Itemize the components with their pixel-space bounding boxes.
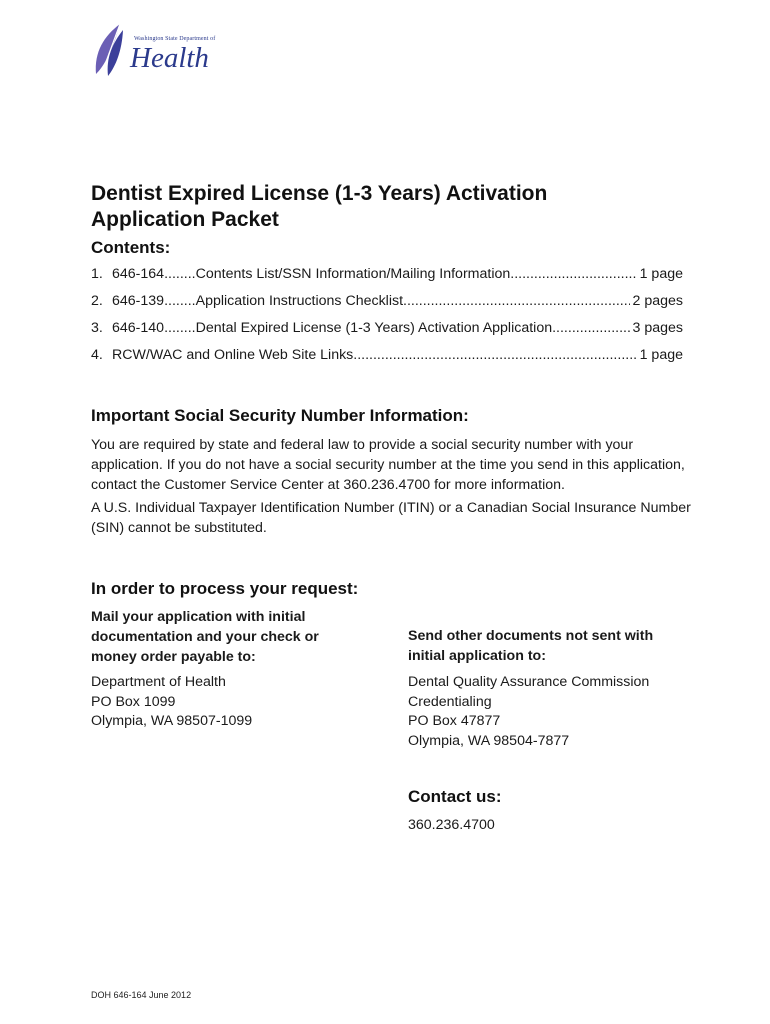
dot-leader	[353, 347, 636, 363]
contents-item-title: RCW/WAC and Online Web Site Links	[112, 347, 354, 363]
dot-leader	[510, 266, 636, 282]
contents-item-pages: 3 pages	[632, 320, 683, 336]
page-title: Dentist Expired License (1-3 Years) Activation Application Packet	[91, 182, 548, 231]
contents-item-pages: 1 page	[639, 347, 683, 363]
address-line: PO Box 47877	[408, 713, 501, 729]
contents-item-separator: ........	[164, 320, 196, 336]
contents-item-code: 646-139	[112, 293, 165, 309]
other-docs-heading: Send other documents not sent with initial application to:	[408, 628, 654, 664]
logo-department-text: Washington State Department of	[134, 36, 216, 42]
form-footer: DOH 646-164 June 2012	[91, 990, 192, 1000]
contact-heading: Contact us:	[408, 787, 502, 806]
dot-leader	[552, 320, 629, 336]
address-line: Olympia, WA 98507-1099	[91, 713, 253, 729]
contents-item	[91, 266, 683, 293]
contact-phone: 360.236.4700	[408, 817, 495, 833]
mail-heading: Mail your application with initial documentation and your check or money order payable to:	[91, 609, 319, 665]
contents-item-title: Dental Expired License (1-3 Years) Activation Application	[195, 320, 553, 336]
logo-health-text: Health	[130, 42, 209, 74]
ssn-paragraph: A U.S. Individual Taxpayer Identification Number (ITIN) or a Canadian Social Insurance Number (SIN) cannot be substituted.	[91, 500, 691, 536]
contents-item-number: 1.	[91, 266, 103, 282]
contents-item-number: 2.	[91, 293, 103, 309]
contents-item-separator: ........	[164, 266, 196, 282]
contents-item-number: 4.	[91, 347, 103, 363]
contents-item-title: Application Instructions Checklist	[195, 293, 404, 309]
doh-logo	[90, 22, 220, 80]
ssn-paragraph: You are required by state and federal law to provide a social security number with your application. If you do not have a social security number at the time you send in this application, contact the Customer Service Center at 360.236.4700 for more information.	[91, 437, 685, 493]
contents-item	[91, 347, 683, 374]
contents-item-separator: ........	[164, 293, 196, 309]
address-line: Department of Health	[91, 674, 226, 690]
contents-item-code: 646-140	[112, 320, 165, 336]
address-line: Dental Quality Assurance Commission	[408, 674, 650, 690]
contents-item-pages: 1 page	[639, 266, 683, 282]
address-line: Credentialing	[408, 693, 492, 710]
contents-item-title: Contents List/SSN Information/Mailing Information	[195, 266, 511, 282]
contents-item-pages: 2 pages	[632, 293, 683, 309]
process-heading: In order to process your request:	[91, 579, 359, 598]
mail-address	[91, 673, 351, 732]
address-line: PO Box 1099	[91, 693, 176, 710]
contents-heading: Contents:	[91, 238, 171, 257]
dot-leader	[403, 293, 629, 309]
other-docs-address	[408, 673, 698, 751]
feather-leaf-icon	[90, 22, 134, 80]
address-line: Olympia, WA 98504-7877	[408, 732, 570, 749]
contents-list	[91, 266, 683, 374]
contents-item	[91, 320, 683, 347]
ssn-heading: Important Social Security Number Information:	[91, 406, 469, 425]
contents-item-number: 3.	[91, 320, 103, 336]
contents-item-code: 646-164	[112, 266, 165, 282]
contents-item	[91, 293, 683, 320]
